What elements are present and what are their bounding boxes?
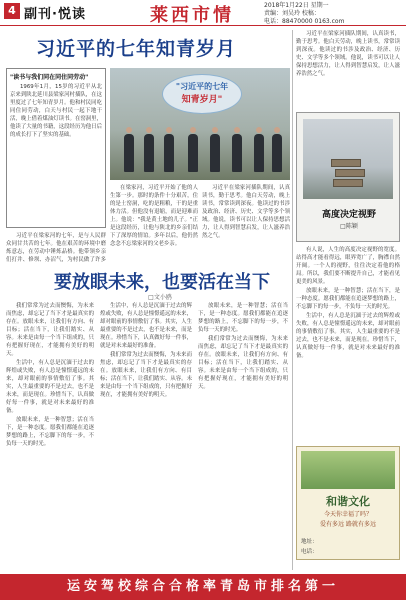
book-stack-icon — [333, 179, 363, 187]
side-essay-card — [296, 112, 400, 242]
masthead — [0, 0, 406, 26]
footer-ad-banner: 运安驾校综合合格率青岛市排名第一 — [0, 574, 406, 600]
article1-headline: 习近平的七年知青岁月 — [36, 38, 237, 60]
article2-col-right: 放眼未来，是一种智慧；活在当下，是一种态度。愿我们都能在追逐梦想的路上，不忘脚下的每一步，不负每一天的时光。 我们常常为过去而懊悔，为未来而焦虑，却忘记了当下才是最真实的存在。放眼未来，让我们有方向、有目标；活在当下，让我们踏实、从容。未来是由每一个当下组成的，只有把握好现在，才能拥有美好的明天。 — [198, 303, 288, 390]
books-illustration — [303, 119, 393, 199]
issue-date: 2018年1月22日 星期一 — [264, 2, 329, 9]
photo-title-badge: "习近平的七年 知青岁月" — [162, 74, 242, 114]
article1-col-left-top: 习近平在梁家河的七年，是与人民群众同甘共苦的七年。他在艰苦的环境中磨炼意志，在劳动中锤炼品格。他带领乡亲们打井、修坝、办沼气，为村民做了许多 — [6, 233, 106, 262]
ad-title: 和谐文化 — [326, 495, 370, 508]
photo-person — [124, 134, 134, 172]
issue-info — [264, 2, 402, 26]
side-col-top: 习近平在梁家河插队期间，认真读书，勤于思考。他白天劳动，晚上读书，常常读到深夜。他读过的书涉及政治、经济、历史、文学等多个领域。他说，读书可以让人保持思想活力，让人得到智慧启发，让人滋养浩然之气。 — [296, 31, 400, 77]
side-essay-title: 高度决定视野 — [321, 210, 376, 220]
article2-col-mid: 生活中，有人总是沉湎于过去的辉煌或失败，有人总是憧憬遥远的未来，却对眼前的事情敷衍了事。其实，人生最重要的不是过去，也不是未来，而是现在。珍惜当下，认真做好每一件事，就是对未来最好的准备。 我们常常为过去而懊悔，为未来而焦虑，却忘记了当下才是最真实的存在。放眼未来，让我们有方向、有目标；活在当下，让我们踏实、从容。未来是由每一个当下组成的，只有把握好现在，才能拥有美好的明天。 — [100, 303, 192, 398]
article1-col-right: 习近平在梁家河插队期间，认真读书，勤于思考。他白天劳动，晚上读书，常常读到深夜。他读过的书涉及政治、经济、历史、文学等多个领域。他说，读书可以让人保持思想活力，让人得到智慧启发，让人滋养浩然之气。 — [202, 185, 290, 239]
page-number: 4 — [4, 3, 20, 19]
ad-phone: 电话： — [301, 549, 318, 555]
quote-box-title: "读书与我们同在同住同劳动" — [10, 74, 89, 81]
photo-person — [210, 134, 220, 172]
photo-person — [272, 134, 282, 172]
ad-slogan: 爱有多远 路就有多远 — [320, 521, 376, 528]
photo-person — [254, 134, 264, 172]
quote-box-text: 1969年1月，15岁的习近平从北京来到陕北延川县梁家河村插队，在这里度过了七年知青岁月。他和村民同吃同住同劳动，白天与村民一起下地干活，晚上借着煤油灯读书。在窑洞里，他读了大量的书籍，这段经历为他日后的成长打下了坚实的基础。 — [10, 84, 102, 138]
photo-person — [164, 134, 174, 172]
section-name: 副刊·悦读 — [24, 7, 86, 22]
column-divider — [292, 30, 293, 570]
issue-editor: 责编：刘吴玲 校稿： — [264, 10, 320, 17]
ad-slogan: 今天你幸福了吗？ — [323, 511, 372, 518]
ad-landscape-image — [301, 451, 395, 489]
side-essay-body: 有人说，人生的高度决定视野的宽度。站得高才能看得远，眼界宽广了，胸襟自然开阔。一个人的视野，往往决定着他的格局。所以，我们要不断提升自己，才能看见更美的风景。 放眼未来，是一种智慧；活在当下，是一种态度。愿我们都能在追逐梦想的路上，不忘脚下的每一步，不负每一天的时光。 生活中，有人总是沉湎于过去的辉煌或失败，有人总是憧憬遥远的未来，却对眼前的事情敷衍了事。其实，人生最重要的不是过去，也不是未来，而是现在。珍惜当下，认真做好每一件事，就是对未来最好的准备。 — [296, 247, 400, 359]
article2-author: □文小鸥 — [148, 294, 172, 301]
issue-phone: 电话：88470000 0163.com — [264, 18, 345, 25]
article2-col-left: 我们常常为过去而懊悔，为未来而焦虑，却忘记了当下才是最真实的存在。放眼未来，让我们有方向、有目标；活在当下，让我们踏实、从容。未来是由每一个当下组成的，只有把握好现在，才能拥有美好的明天。 生活中，有人总是沉湎于过去的辉煌或失败，有人总是憧憬遥远的未来，却对眼前的事情敷衍了事。其实，人生最重要的不是过去，也不是未来，而是现在。珍惜当下，认真做好每一件事，就是对未来最好的准备。 放眼未来，是一种智慧；活在当下，是一种态度。愿我们都能在追逐梦想的路上，不忘脚下的每一步，不负每一天的时光。 — [6, 303, 94, 447]
paper-name: 莱西市情 — [150, 5, 234, 26]
photo-person — [144, 134, 154, 172]
article1-col-mid: 在梁家河，习近平开始了他的人生第一步。那时的条件十分艰苦，住的是土窑洞，吃的是粗粮，干的是重体力活。但他没有退缩，而是迎难而上。他说："我是黄土地的儿子。"正是这段经历，让他与陕北的乡亲们结下了深厚的情谊。多年以后，他仍然念念不忘梁家河的父老乡亲。 — [110, 185, 198, 247]
book-stack-icon — [335, 169, 365, 177]
quote-box — [6, 68, 106, 228]
photo-person — [232, 134, 242, 172]
article1-photo — [110, 68, 290, 180]
culture-ad — [296, 446, 400, 560]
book-stack-icon — [331, 159, 361, 167]
ad-address: 地址： — [301, 539, 318, 545]
side-essay-author: □陈颖 — [340, 223, 358, 230]
article2-headline: 要放眼未来，也要活在当下 — [54, 272, 270, 293]
photo-person — [188, 134, 198, 172]
